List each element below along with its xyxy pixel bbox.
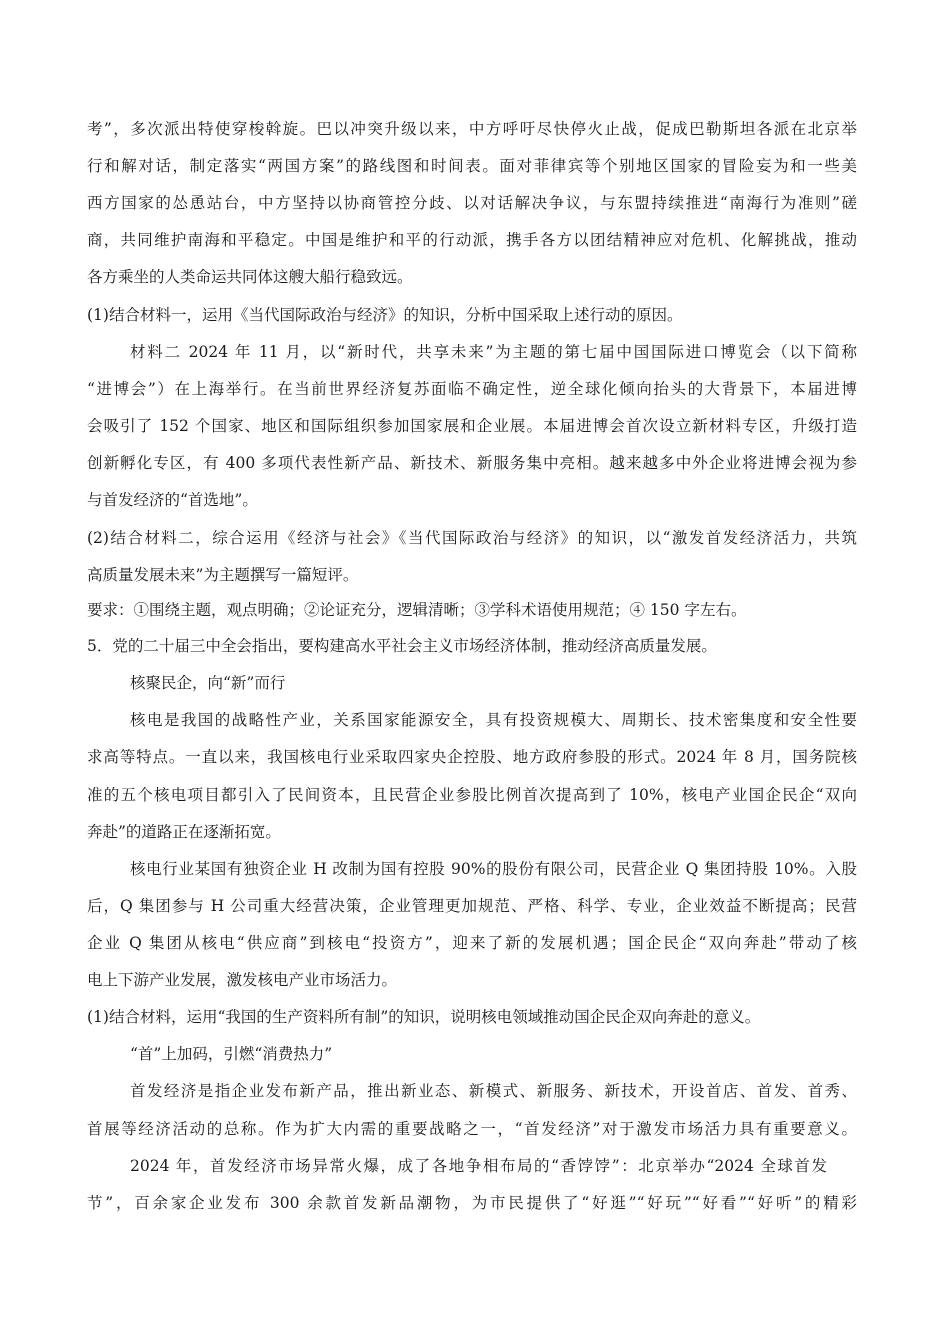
text-line: 首展等经济活动的总称。作为扩大内需的重要战略之一，“首发经济”对于激发市场活力具有重要意义。: [87, 1120, 857, 1138]
text-line: 创新孵化专区，有 400 多项代表性新产品、新技术、新服务集中亮相。越来越多中外企业将进博会视为参: [87, 454, 857, 472]
text-line: 求高等特点。一直以来，我国核电行业采取四家央企控股、地方政府参股的形式。2024 年 8 月，国务院核: [87, 748, 857, 766]
question-line: (1)结合材料，运用“我国的生产资料所有制”的知识，说明核电领域推动国企民企双向奔赴的意义。: [87, 1008, 761, 1026]
text-line: 节”，百余家企业发布 300 余款首发新品潮物，为市民提供了“好逛”“好玩”“好看”“好听”的精彩: [87, 1194, 857, 1212]
material-heading: 材料二 2024 年 11 月，以“新时代，共享未来”为主题的第七届中国国际进口博览会（以下简称: [130, 343, 857, 361]
text-line: 考”，多次派出特使穿梭斡旋。巴以冲突升级以来，中方呼吁尽快停火止战，促成巴勒斯坦各派在北京举: [87, 120, 857, 138]
question-heading: 5．党的二十届三中全会指出，要构建高水平社会主义市场经济体制，推动经济高质量发展。: [87, 637, 717, 655]
text-line: 奔赴”的道路正在逐渐拓宽。: [87, 823, 281, 841]
text-line: 商，共同维护南海和平稳定。中国是维护和平的行动派，携手各方以团结精神应对危机、化解挑战，推动: [87, 231, 857, 249]
text-line: “进博会”）在上海举行。在当前世界经济复苏面临不确定性，逆全球化倾向抬头的大背景下，本届进博: [87, 380, 857, 398]
text-line: 企业 Q 集团从核电“供应商”到核电“投资方”，迎来了新的发展机遇；国企民企“双向奔赴”带动了核: [87, 934, 857, 952]
text-line: 准的五个核电项目都引入了民间资本，且民营企业参股比例首次提高到了 10%，核电产业国企民企“双向: [87, 786, 857, 804]
question-line: (1)结合材料一，运用《当代国际政治与经济》的知识，分析中国采取上述行动的原因。: [87, 306, 683, 324]
text-line: 行和解对话，制定落实“两国方案”的路线图和时间表。面对菲律宾等个别地区国家的冒险妄为和一些美: [87, 157, 857, 175]
question-line: (2)结合材料二，综合运用《经济与社会》《当代国际政治与经济》的知识，以“激发首发经济活力，共筑: [87, 529, 857, 547]
requirements-line: 要求：①围绕主题，观点明确；②论证充分，逻辑清晰；③学科术语使用规范；④ 150 字左右。: [87, 601, 747, 619]
text-line: 各方乘坐的人类命运共同体这艘大船行稳致远。: [87, 268, 413, 286]
text-line: 会吸引了 152 个国家、地区和国际组织参加国家展和企业展。本届进博会首次设立新材料专区，升级打造: [87, 417, 857, 435]
text-line: 首发经济是指企业发布新产品，推出新业态、新模式、新服务、新技术，开设首店、首发、首秀、: [130, 1082, 857, 1100]
text-line: 核电行业某国有独资企业 H 改制为国有控股 90%的股份有限公司，民营企业 Q 集团持股 10%。入股: [130, 860, 857, 878]
section-subtitle: 核聚民企，向“新”而行: [130, 674, 286, 692]
text-line: 核电是我国的战略性产业，关系国家能源安全，具有投资规模大、周期长、技术密集度和安全性要: [130, 711, 857, 729]
text-line: 高质量发展未来”为主题撰写一篇短评。: [87, 566, 359, 584]
text-line: 与首发经济的“首选地”。: [87, 491, 258, 509]
text-line: 电上下游产业发展，激发核电产业市场活力。: [87, 971, 398, 989]
text-line: 2024 年，首发经济市场异常火爆，成了各地争相布局的“香饽饽”：北京举办“2024 全球首发: [130, 1157, 827, 1175]
section-subtitle: “首”上加码，引燃“消费热力”: [130, 1045, 333, 1063]
text-line: 后，Q 集团参与 H 公司重大经营决策，企业管理更加规范、严格、科学、专业，企业效益不断提高；民营: [87, 897, 857, 915]
text-line: 西方国家的怂恿站台，中方坚持以协商管控分歧、以对话解决争议，与东盟持续推进“南海行为准则”磋: [87, 194, 857, 212]
